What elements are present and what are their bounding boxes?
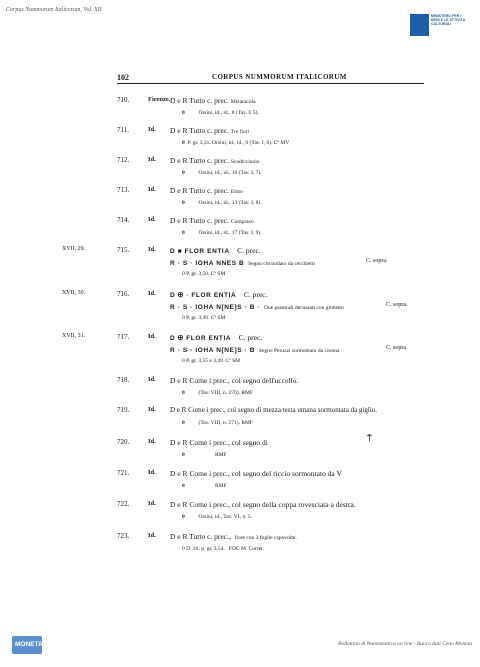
- entry-mint: Id.: [148, 186, 156, 193]
- entry-description: D e R Tutto c. prec. Elmo: [170, 186, 243, 195]
- entry-description: D e R Come i prec., col segno dell'uccello.: [170, 376, 299, 385]
- entry-number: 723.: [117, 532, 130, 540]
- plate-reference: XVII, 29.: [62, 246, 86, 252]
- entry-number: 716.: [117, 290, 130, 298]
- entry-mint: Id.: [148, 216, 156, 223]
- entry-reverse: R · S · IOHA N[NE]S · B · Due pastorali decussati con globetto: [170, 304, 344, 311]
- entry-number: 713.: [117, 186, 130, 194]
- ministry-emblem-icon: [410, 14, 429, 36]
- running-head: CORPUS NUMMORUM ITALICORUM: [212, 73, 347, 81]
- entry-mint: Firenze.: [148, 96, 171, 103]
- page-number: 102: [117, 73, 129, 82]
- entry-number: 717.: [117, 333, 130, 341]
- entry-details: 0 P. gr. 3,50. Cª SM: [182, 271, 226, 277]
- entry-reverse-note: C. sopra.: [366, 258, 388, 264]
- entry-number: 721.: [117, 469, 130, 477]
- entry-description: D e R Tutto c. prec., fiore con 3 foglie capovolte.: [170, 532, 297, 541]
- entry-number: 715.: [117, 246, 130, 254]
- ministry-logo: [410, 14, 470, 38]
- entry-details: 0 P. gr. 3,49. Cª SM: [182, 315, 226, 321]
- entry-mint: Id.: [148, 376, 156, 383]
- footer-logo-label: MONETA: [15, 641, 43, 648]
- entry-details: 0 RMF: [182, 452, 227, 458]
- entry-details: 0 P. gr. 3,55 e 3,49. Cª SM: [182, 358, 241, 364]
- entry-mint: Id.: [148, 156, 156, 163]
- plate-reference: XVII, 30.: [62, 290, 86, 296]
- entry-description: D e R Come i prec., col segno di mezza testa umana sormontata da giglio.: [170, 406, 378, 414]
- entry-details: 0 Orsini, id., id., 8 (Tav. I, 5).: [182, 110, 259, 116]
- entry-description: D e R Come i prec., col segno di: [170, 438, 268, 447]
- entry-number: 714.: [117, 216, 130, 224]
- entry-details: 0 P. gr. 3,31. Orsini, id., id., 9 (Tav. I, 6). Cª MV: [182, 140, 290, 146]
- ministry-label: MINISTERO PER I BENI E LE ATTIVITÀ CULTURALI: [431, 14, 466, 27]
- entry-description: D e R Tutto c. prec. Melaracola: [170, 96, 256, 105]
- entry-obverse: D ✠ FLOR ENTIA C. prec.: [170, 333, 263, 342]
- entry-mint: Id.: [148, 126, 156, 133]
- entry-number: 711.: [117, 126, 129, 134]
- entry-mint: Id.: [148, 532, 156, 539]
- entry-mint: Id.: [148, 333, 156, 340]
- entry-details: 0 D. 20; p. gr. 3,54. FDC M. Correr.: [182, 546, 265, 552]
- entry-details: 0 Orsini, id., id., 13 (Tav. I, 8).: [182, 200, 262, 206]
- entry-number: 718.: [117, 376, 130, 384]
- entry-details: 0 Orsini, id., id., 17 (Tav. I, 9).: [182, 230, 262, 236]
- mintmark-symbol-icon: ⍑: [367, 434, 372, 443]
- entry-mint: Id.: [148, 406, 156, 413]
- footer-text: Bollettino di Numismatica on line - Banca dati Ceno Moneta: [338, 641, 472, 647]
- entry-details: 0 Orsini, id., Tav. VI, n. 5.: [182, 514, 252, 520]
- entry-number: 719.: [117, 406, 130, 414]
- document-source-title: Corpus Nummorum Italicorum, Vol. XII: [6, 7, 102, 13]
- entry-description: D e R Tutto c. prec. Compasso: [170, 216, 254, 225]
- header-rule: [117, 83, 424, 84]
- entry-number: 722.: [117, 500, 130, 508]
- entry-reverse-note: C. sopra.: [386, 345, 408, 351]
- entry-details: 0 RMF: [182, 483, 227, 489]
- entry-number: 712.: [117, 156, 130, 164]
- entry-reverse: R · S · IOHA N[NE]S · B Segno Peruzzi sormontato da corona: [170, 347, 340, 354]
- entry-description: D e R Come i prec., col segno della coppa rovesciata a destra.: [170, 500, 356, 509]
- footer-logo: [12, 636, 42, 654]
- entry-number: 710.: [117, 96, 130, 104]
- entry-description: D e R Tutto c. prec. Scudicciuolo: [170, 156, 260, 165]
- entry-mint: Id.: [148, 438, 156, 445]
- entry-mint: Id.: [148, 500, 156, 507]
- entry-description: D e R Tutto c. prec. Tre fiori: [170, 126, 250, 135]
- entry-obverse: D ✠ · FLOR ENTIA C. prec.: [170, 290, 268, 299]
- entry-mint: Id.: [148, 290, 156, 297]
- entry-mint: Id.: [148, 246, 156, 253]
- entry-details: 0 (Tav. VIII, n. 271). RMF: [182, 420, 253, 426]
- entry-details: 0 Orsini, id., id., 10 (Tav. I, 7).: [182, 170, 262, 176]
- entry-obverse: D ■ FLOR ENTIA C. prec.: [170, 246, 261, 255]
- entry-mint: Id.: [148, 469, 156, 476]
- entry-details: 0 (Tav. VIII, n. 270). RMF: [182, 390, 253, 396]
- entry-reverse: R · S · IOHA NNES B Segno circondato da cerchietti: [170, 260, 315, 267]
- plate-reference: XVII, 31.: [62, 333, 86, 339]
- entry-number: 720.: [117, 438, 130, 446]
- entry-reverse-note: C. sopra.: [386, 302, 408, 308]
- entry-description: D e R Come i prec., col segno del riccio sormontato da V: [170, 469, 342, 478]
